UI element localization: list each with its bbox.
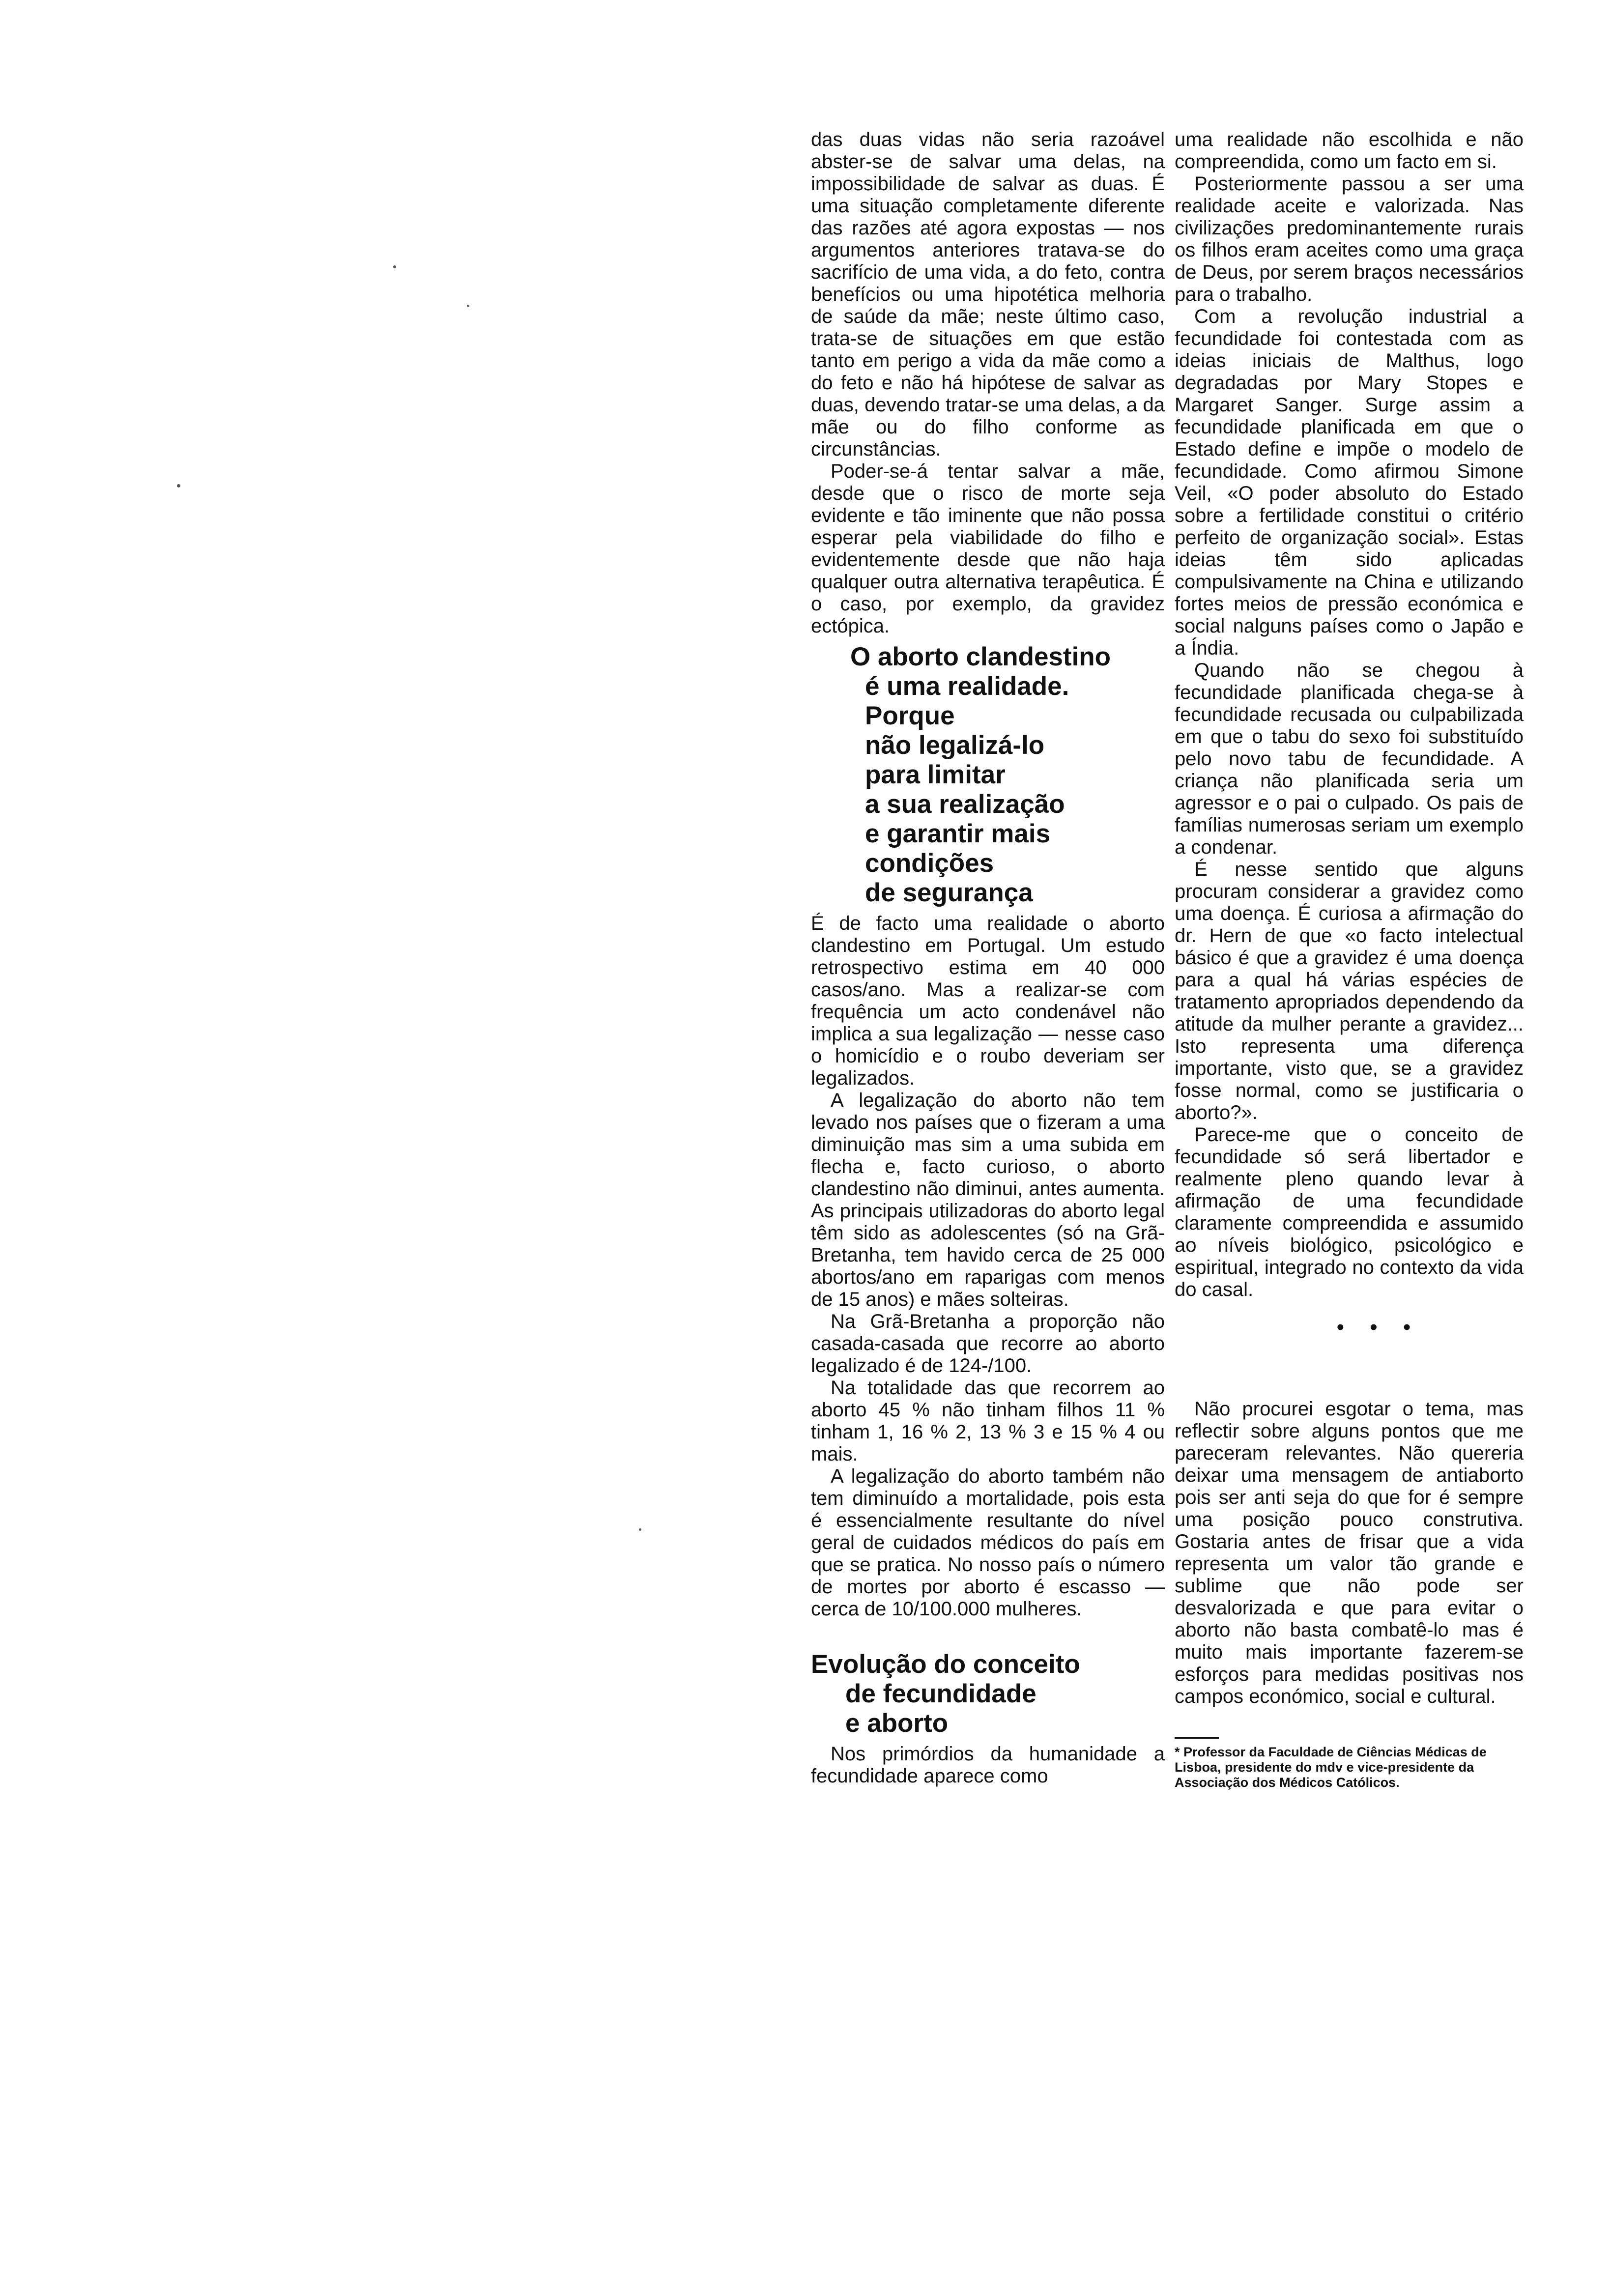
paragraph: Quando não se chegou à fecundidade planificada chega-se à fecundidade recusada ou culpabilizada em que o tabu do sexo foi substituído pelo novo tabu de fecundidade. A criança não planificada seria um agressor e o pai o culpado. Os pais de famílias numerosas seriam um exemplo a condenar.	[1175, 660, 1524, 858]
scan-speck	[177, 484, 180, 488]
subheading-evolucao-conceito	[811, 1650, 1165, 1738]
subheading-line: e aborto	[845, 1709, 949, 1738]
subheading-line: e garantir mais	[865, 819, 1051, 848]
subheading-line: condições	[865, 849, 994, 878]
paragraph: Poder-se-á tentar salvar a mãe, desde que o risco de morte seja evidente e tão iminente que não possa esperar pela viabilidade do filho e evidentemente desde que não haja qualquer outra alternativa terapêutica. É o caso, por exemplo, da gravidez ectópica.	[811, 460, 1165, 637]
paragraph: É de facto uma realidade o aborto clandestino em Portugal. Um estudo retrospectivo estima em 40 000 casos/ano. Mas a realizar-se com frequência um acto condenável não implica a sua legalização — nesse caso o homicídio e o roubo deveriam ser legalizados.	[811, 913, 1165, 1089]
subheading-line: não legalizá-lo	[865, 731, 1045, 760]
paragraph: A legalização do aborto também não tem diminuído a mortalidade, pois esta é essencialmente resultante do nível geral de cuidados médicos do país em que se pratica. No nosso país o número de mortes por aborto é escasso — cerca de 10/100.000 mulheres.	[811, 1465, 1165, 1620]
author-footnote: * Professor da Faculdade de Ciências Médicas de Lisboa, presidente do mdv e vice-presidente da Associação dos Médicos Católicos.	[1175, 1745, 1487, 1790]
paragraph: uma realidade não escolhida e não compreendida, como um facto em si.	[1175, 129, 1524, 172]
left-column	[811, 129, 1165, 1787]
paragraph: Nos primórdios da humanidade a fecundidade aparece como	[811, 1743, 1165, 1787]
subheading-line: de fecundidade	[845, 1679, 1036, 1708]
paragraph: Com a revolução industrial a fecundidade foi contestada com as ideias iniciais de Malthus, logo degradadas por Mary Stopes e Margaret Sanger. Surge assim a fecundidade planificada em que o Estado define e impõe o modelo de fecundidade. Como afirmou Simone Veil, «O poder absoluto do Estado sobre a fertilidade constitui o critério perfeito de organização social». Estas ideias têm sido aplicadas compulsivamente na China e utilizando fortes meios de pressão económica e social nalguns países como o Japão e a Índia.	[1175, 306, 1524, 659]
subheading-line: Porque	[865, 701, 955, 730]
subheading-line: para limitar	[865, 760, 1006, 789]
paragraph: Na Grã-Bretanha a proporção não casada-casada que recorre ao aborto legalizado é de 124-/100.	[811, 1311, 1165, 1377]
paragraph: das duas vidas não seria razoável abster-se de salvar uma delas, na impossibilidade de salvar as duas. É uma situação completamente diferente das razões até agora expostas — nos argumentos anteriores tratava-se do sacrifício de uma vida, a do feto, contra benefícios ou uma hipotética melhoria de saúde da mãe; neste último caso, trata-se de situações em que estão tanto em perigo a vida da mãe como a do feto e não há hipótese de salvar as duas, devendo tratar-se uma delas, a da mãe ou do filho conforme as circunstâncias.	[811, 129, 1165, 460]
paragraph: Não procurei esgotar o tema, mas reflectir sobre alguns pontos que me pareceram relevantes. Não quereria deixar uma mensagem de antiaborto pois ser anti seja do que for é sempre uma posição pouco construtiva. Gostaria antes de frisar que a vida representa um valor tão grande e sublime que não pode ser desvalorizada e que para evitar o aborto não basta combatê-lo mas é muito mais importante fazerem-se esforços para medidas positivas nos campos económico, social e cultural.	[1175, 1398, 1524, 1707]
subheading-line: Evolução do conceito	[811, 1650, 1080, 1679]
section-break-dots: • • •	[1336, 1315, 1421, 1339]
footnote-divider	[1175, 1737, 1219, 1739]
subheading-line: é uma realidade.	[865, 672, 1069, 701]
paragraph: Na totalidade das que recorrem ao aborto 45 % não tinham filhos 11 % tinham 1, 16 % 2, 13 % 3 e 15 % 4 ou mais.	[811, 1377, 1165, 1465]
scan-speck	[393, 265, 396, 268]
paragraph: Parece-me que o conceito de fecundidade só será libertador e realmente pleno quando levar à afirmação de uma fecundidade claramente compreendida e assumido ao níveis biológico, psicológico e espiritual, integrado no contexto da vida do casal.	[1175, 1124, 1524, 1300]
subheading-line: de segurança	[865, 878, 1033, 907]
paragraph: É nesse sentido que alguns procuram considerar a gravidez como uma doença. É curiosa a afirmação do dr. Hern de que «o facto intelectual básico é que a gravidez é uma doença para a qual há várias espécies de tratamento apropriados dependendo da atitude da mulher perante a gravidez... Isto representa uma diferença importante, visto que, se a gravidez fosse normal, como se justificaria o aborto?».	[1175, 859, 1524, 1123]
paragraph: Posteriormente passou a ser uma realidade aceite e valorizada. Nas civilizações predominantemente rurais os filhos eram aceites como uma graça de Deus, por serem braços necessários para o trabalho.	[1175, 173, 1524, 305]
subheading-line: O aborto clandestino	[850, 642, 1111, 671]
right-column	[1175, 129, 1524, 1790]
subheading-aborto-clandestino	[811, 642, 1165, 908]
subheading-line: a sua realização	[865, 790, 1065, 819]
paragraph: A legalização do aborto não tem levado nos países que o fizeram a uma diminuição mas sim a uma subida em flecha e, facto curioso, o aborto clandestino não diminui, antes aumenta. As principais utilizadoras do aborto legal têm sido as adolescentes (só na Grã-Bretanha, tem havido cerca de 25 000 abortos/ano em raparigas com menos de 15 anos) e mães solteiras.	[811, 1090, 1165, 1310]
scan-speck	[639, 1528, 641, 1531]
scan-speck	[467, 305, 469, 307]
